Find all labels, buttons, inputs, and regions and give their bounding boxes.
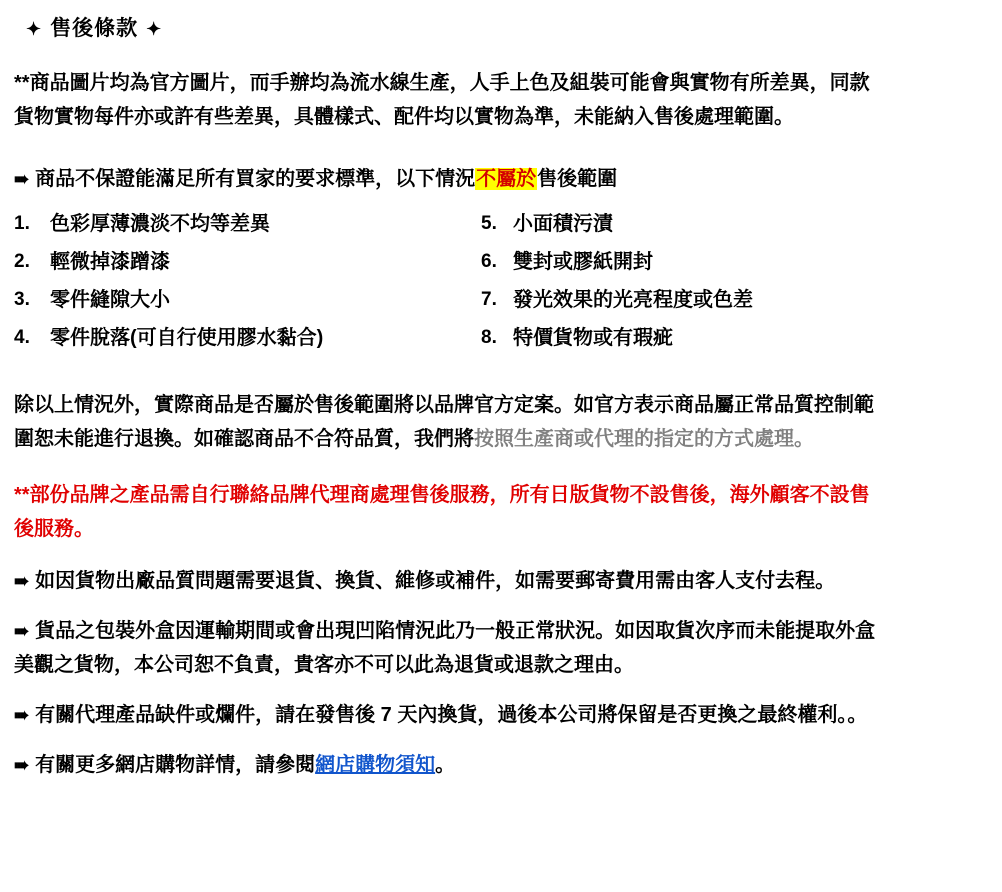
- list-item-number: 1.: [14, 213, 30, 234]
- page-title-text: 售後條款: [50, 17, 139, 40]
- exclusions-list: [14, 210, 988, 352]
- page-title: [26, 12, 988, 42]
- list-item: [469, 210, 988, 238]
- policy-paragraph: [14, 388, 988, 456]
- list-item-number: 6.: [481, 251, 497, 272]
- star-left-icon: ✦: [26, 19, 43, 39]
- arrow-note-2-line-1: [14, 614, 988, 648]
- arrow-note-4-line-1: [14, 748, 988, 782]
- arrow-note-4-body: [14, 748, 988, 782]
- arrow-note-1-line-1: [14, 564, 988, 598]
- arrow-note-1-text: 如因貨物出廠品質問題需要退貨、換貨、維修或補件，如需要郵寄費用需由客人支付去程。: [35, 570, 836, 592]
- intro-line-2: 貨物實物每件亦或許有些差異，具體樣式、配件均以實物為準，未能納入售後處理範圍。: [14, 106, 794, 128]
- list-item-label: 零件脫落(可自行使用膠水黏合): [50, 327, 324, 349]
- list-item: [14, 286, 469, 314]
- arrow-icon: ➠: [14, 621, 30, 641]
- policy-line-2-grey: 按照生產商或代理的指定的方式處理。: [474, 428, 814, 450]
- arrow-note-3-text: 有關代理產品缺件或爛件，請在發售後 7 天內換貨，過後本公司將保留是否更換之最終權利。。: [35, 704, 868, 726]
- exclusion-heading-after: 售後範圍: [537, 168, 618, 190]
- list-item-number: 2.: [14, 251, 30, 272]
- shopping-guide-link[interactable]: 網店購物須知: [315, 754, 436, 776]
- list-item-label: 輕微掉漆蹭漆: [50, 251, 170, 273]
- list-item: [469, 248, 988, 276]
- arrow-note-2-body: [14, 614, 988, 682]
- list-item-label: 零件縫隙大小: [50, 289, 170, 311]
- intro-line-1: **商品圖片均為官方圖片，而手辦均為流水線生產，人手上色及組裝可能會與實物有所差異，同款: [14, 72, 870, 94]
- list-item: [469, 324, 988, 352]
- star-right-icon: ✦: [146, 19, 163, 39]
- arrow-note-3-body: [14, 698, 988, 732]
- list-item-label: 雙封或膠紙開封: [513, 251, 653, 273]
- arrow-icon: ➠: [14, 755, 30, 775]
- policy-line-1: 除以上情況外，實際商品是否屬於售後範圍將以品牌官方定案。如官方表示商品屬正常品質控制範: [14, 394, 874, 416]
- list-item-label: 發光效果的光亮程度或色差: [513, 289, 753, 311]
- list-item-number: 4.: [14, 327, 30, 348]
- arrow-note-4-text: 有關更多網店購物詳情，請參閱: [35, 754, 316, 776]
- arrow-icon: ➠: [14, 571, 30, 591]
- arrow-note-2-text-1: 貨品之包裝外盒因運輸期間或會出現凹陷情況此乃一般正常狀況。如因取貨次序而未能提取外盒: [35, 620, 876, 642]
- arrow-note-1-body: [14, 564, 988, 598]
- red-notice: [14, 478, 988, 546]
- list-item: [14, 324, 469, 352]
- list-item-number: 5.: [481, 213, 497, 234]
- exclusions-section: [14, 164, 988, 352]
- policy-line-2: [14, 422, 988, 456]
- list-item: [14, 248, 469, 276]
- arrow-note-4-suffix: 。: [435, 754, 456, 776]
- arrow-note-1: [14, 564, 988, 598]
- arrow-note-3-line-1: [14, 698, 988, 732]
- exclusion-heading-before: 商品不保證能滿足所有買家的要求標準: [35, 168, 376, 190]
- arrow-icon: ➠: [14, 705, 30, 725]
- intro-paragraph: [14, 66, 988, 134]
- policy-line-2-text: 圍恕未能進行退換。如確認商品不合符品質，我們將: [14, 428, 474, 450]
- arrow-notes: [14, 564, 988, 782]
- list-item: [14, 210, 469, 238]
- list-item-label: 特價貨物或有瑕疵: [513, 327, 673, 349]
- exclusion-heading-middle: ，以下情況: [375, 168, 476, 190]
- red-notice-line-2: 後服務。: [14, 518, 94, 540]
- list-item-number: 7.: [481, 289, 497, 310]
- list-item-number: 3.: [14, 289, 30, 310]
- arrow-note-3: [14, 698, 988, 732]
- red-notice-line-1: **部份品牌之產品需自行聯絡品牌代理商處理售後服務，所有日版貨物不設售後，海外顧客不設售: [14, 484, 870, 506]
- exclusion-heading-highlight: 不屬於: [476, 168, 537, 190]
- arrow-note-2-line-2: 美觀之貨物，本公司恕不負責，貴客亦不可以此為退貨或退款之理由。: [14, 654, 634, 676]
- list-item-label: 小面積污漬: [513, 213, 613, 235]
- exclusion-heading: [14, 164, 988, 194]
- arrow-icon: ➠: [14, 169, 30, 189]
- arrow-note-2: [14, 614, 988, 682]
- list-item-number: 8.: [481, 327, 497, 348]
- arrow-note-4: [14, 748, 988, 782]
- list-item-label: 色彩厚薄濃淡不均等差異: [50, 213, 270, 235]
- list-item: [469, 286, 988, 314]
